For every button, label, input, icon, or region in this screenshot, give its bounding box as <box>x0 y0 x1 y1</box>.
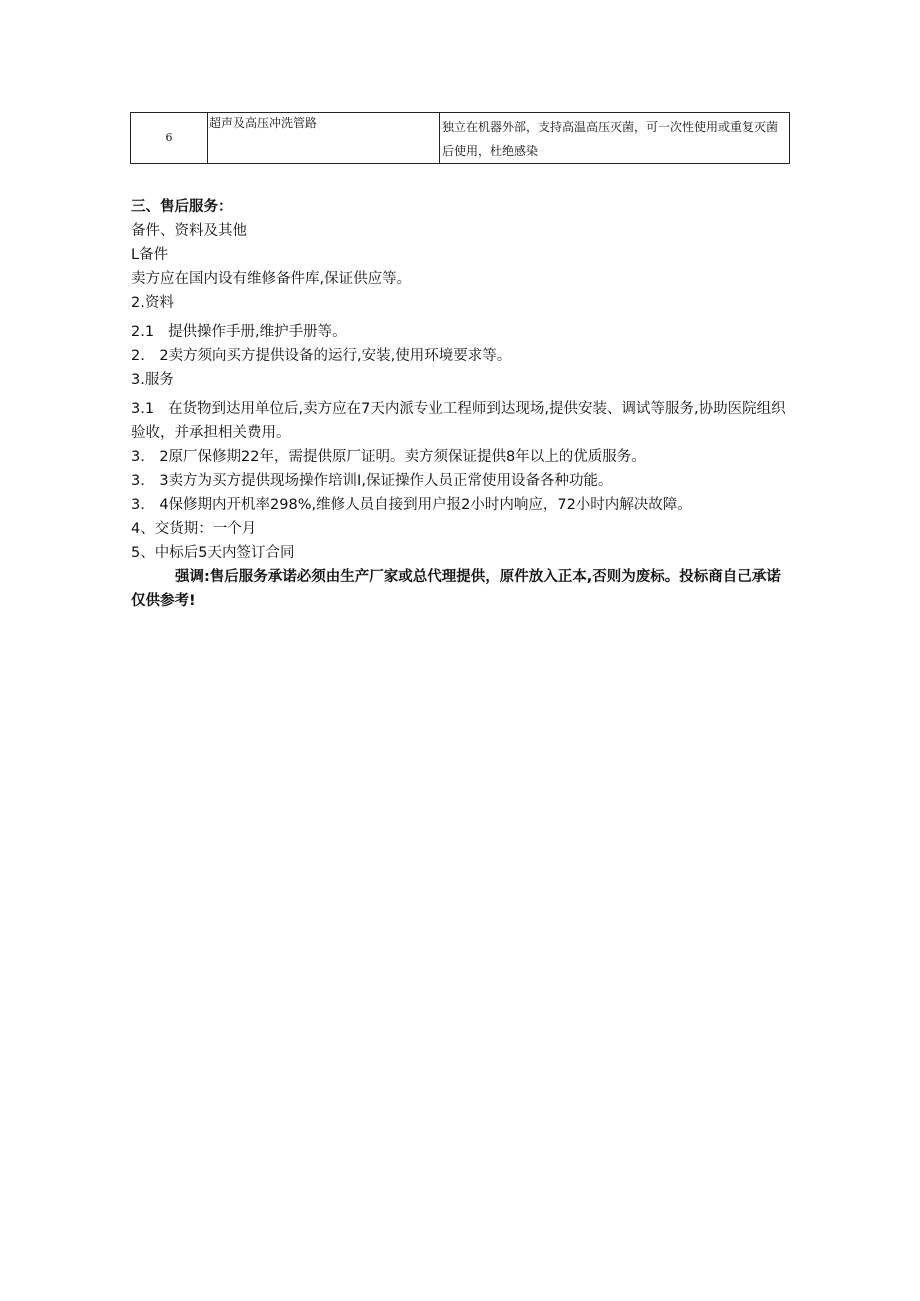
section-subtitle: 备件、资料及其他 <box>131 223 247 239</box>
contract-term: 5、中标后5天内签订合同 <box>131 545 295 561</box>
docs-item-2-2: 2. 2卖方须向买方提供设备的运行,安装,使用环境要求等。 <box>131 348 512 364</box>
service-item-3-3: 3. 3卖方为买方提供现场操作培训I,保证操作人员正常使用设备各种功能。 <box>131 473 613 489</box>
parts-heading: L备件 <box>131 247 169 263</box>
service-item-3-1-number: 3.1 <box>131 401 155 417</box>
item-name: 超声及高压冲洗管路 <box>208 113 440 164</box>
delivery-term: 4、交货期：一个月 <box>131 521 257 537</box>
service-item-3-4: 3. 4保修期内开机率298%,维修人员自接到用户报2小时内响应，72小时内解决故障。 <box>131 497 692 513</box>
parts-text: 卖方应在国内设有维修备件库,保证供应等。 <box>131 271 412 287</box>
after-sales-section <box>131 195 793 613</box>
emphasis-note: 强调:售后服务承诺必须由生产厂家或总代理提供，原件放入正本,否则为废标。投标商自己承诺仅供参考! <box>131 569 781 609</box>
item-description: 独立在机器外部，支持高温高压灭菌，可一次性使用或重复灭菌后使用，杜绝感染 <box>440 113 790 164</box>
service-heading: 3.服务 <box>131 372 174 388</box>
service-item-3-2: 3. 2原厂保修期22年，需提供原厂证明。卖方须保证提供8年以上的优质服务。 <box>131 449 646 465</box>
spec-table <box>130 112 790 164</box>
docs-heading: 2.资料 <box>131 295 174 311</box>
docs-item-2-1-number: 2.1 <box>131 324 155 340</box>
docs-item-2-1-text: 提供操作手册,维护手册等。 <box>168 324 347 340</box>
docs-item-2-1 <box>131 320 793 344</box>
section-title: 三、售后服务： <box>131 199 233 215</box>
service-item-3-1 <box>131 397 793 445</box>
table-row <box>131 113 790 164</box>
service-item-3-1-text: 在货物到达用单位后,卖方应在7天内派专业工程师到达现场,提供安装、调试等服务,协助医院组织验收，并承担相关费用。 <box>131 401 786 441</box>
item-number: 6 <box>131 113 208 164</box>
